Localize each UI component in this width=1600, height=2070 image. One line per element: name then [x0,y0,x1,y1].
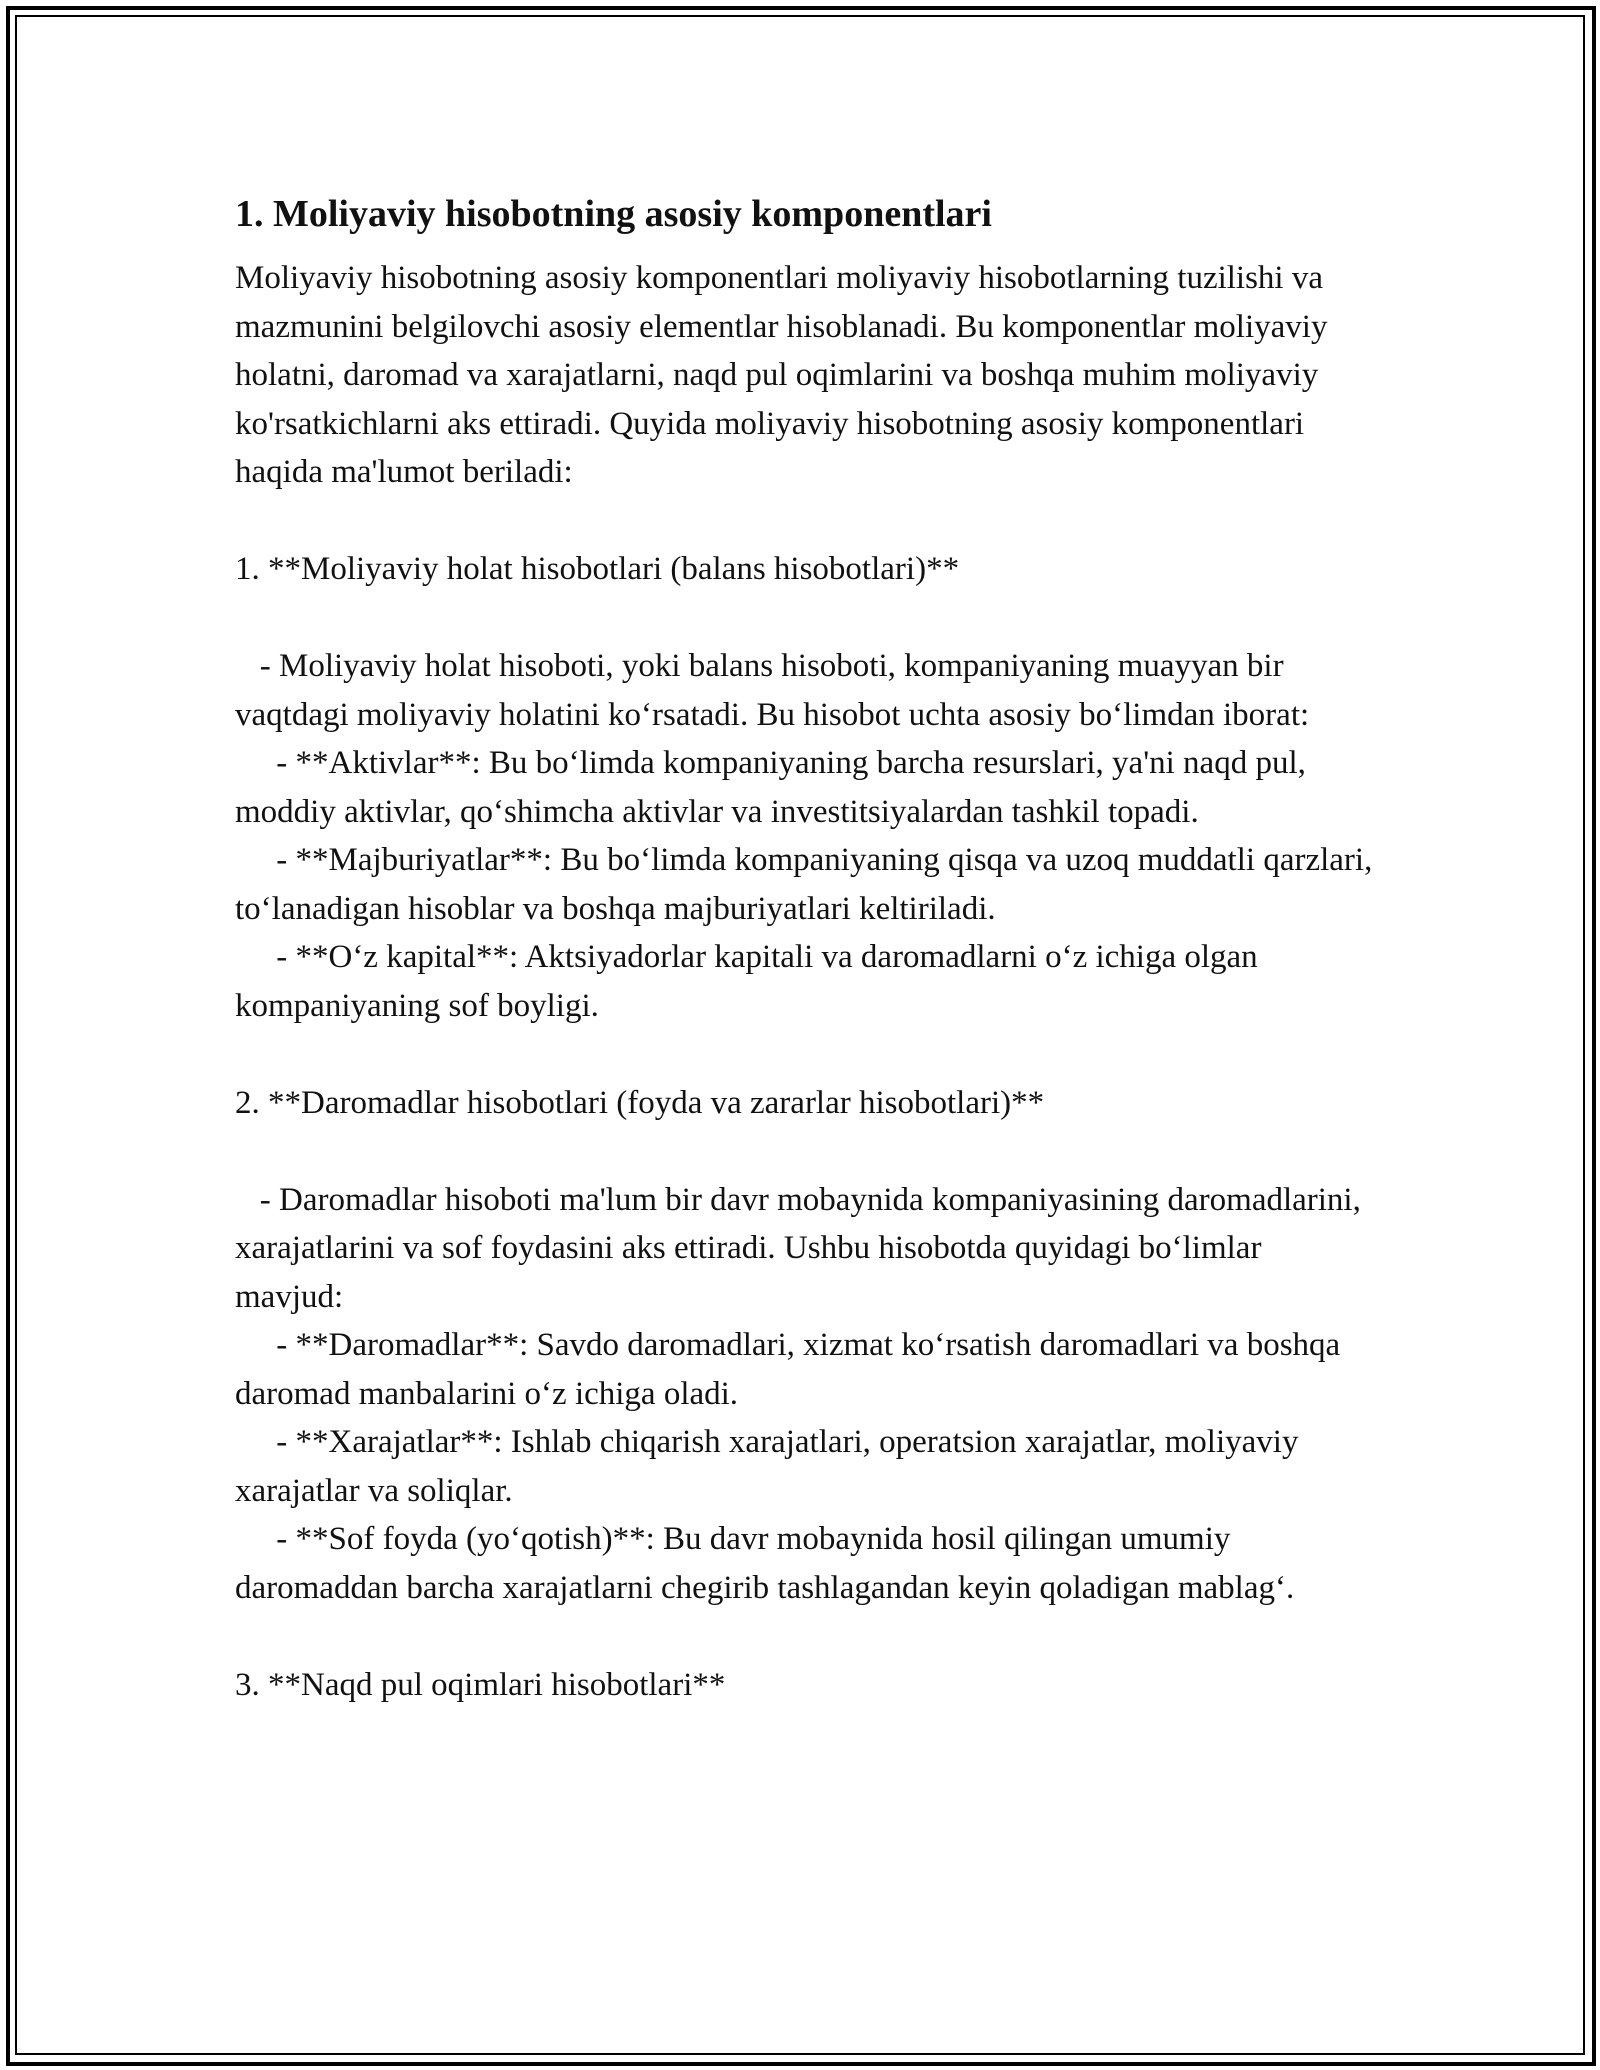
spacer [235,1127,1375,1176]
intro-paragraph: Moliyaviy hisobotning asosiy komponentlari moliyaviy hisobotlarning tuzilishi va mazmunini belgilovchi asosiy elementlar hisoblanadi. Bu komponentlar moliyaviy holatni, daromad va xarajatlarni, naqd pul oqimlarini va boshqa muhim moliyaviy ko'rsatkichlarni aks ettiradi. Quyida moliyaviy hisobotning asosiy komponentlari haqida ma'lumot beriladi: [235,260,1336,490]
section-3-title: 3. **Naqd pul oqimlari hisobotlari** [235,1666,726,1703]
section-1-title: 1. **Moliyaviy holat hisobotlari (balans hisobotlari)** [235,551,960,587]
spacer [235,1612,1375,1661]
section-2-item-net-profit: - **Sof foyda (yo‘qotish)**: Bu davr mobaynida hosil qilingan umumiy daromaddan barcha xarajatlarni chegirib tashlagandan keyin qoladigan mablag‘. [235,1521,1295,1606]
section-2-item-revenue: - **Daromadlar**: Savdo daromadlari, xizmat ko‘rsatish daromadlari va boshqa daromad manbalarini o‘z ichiga oladi. [235,1327,1349,1412]
section-1-item-equity: - **O‘z kapital**: Aktsiyadorlar kapitali va daromadlarni o‘z ichiga olgan kompaniyaning sof boyligi. [235,939,1266,1024]
section-1-description: - Moliyaviy holat hisoboti, yoki balans hisoboti, kompaniyaning muayyan bir vaqtdagi moliyaviy holatini ko‘rsatadi. Bu hisobot uchta asosiy bo‘limdan iborat: [235,648,1310,733]
section-2-item-expenses: - **Xarajatlar**: Ishlab chiqarish xarajatlari, operatsion xarajatlar, moliyaviy xarajatlar va soliqlar. [235,1424,1307,1509]
document-body [235,184,1381,1709]
spacer [235,1030,1375,1079]
section-heading: 1. Moliyaviy hisobotning asosiy komponentlari [235,193,992,235]
spacer [235,594,1375,643]
section-1-item-liabilities: - **Majburiyatlar**: Bu bo‘limda kompaniyaning qisqa va uzoq muddatli qarzlari, to‘lanadigan hisoblar va boshqa majburiyatlari keltiriladi. [235,842,1381,927]
spacer [235,497,1375,546]
section-2-description: - Daromadlar hisoboti ma'lum bir davr mobaynida kompaniyasining daromadlarini, xarajatlarini va sof foydasini aks ettiradi. Ushbu hisobotda quyidagi bo‘limlar mavjud: [235,1181,1370,1315]
section-1-item-assets: - **Aktivlar**: Bu bo‘limda kompaniyaning barcha resurslari, ya'ni naqd pul, moddiy aktivlar, qo‘shimcha aktivlar va investitsiyalardan tashkil topadi. [235,745,1315,830]
section-2-title: 2. **Daromadlar hisobotlari (foyda va zararlar hisobotlari)** [235,1084,1045,1121]
